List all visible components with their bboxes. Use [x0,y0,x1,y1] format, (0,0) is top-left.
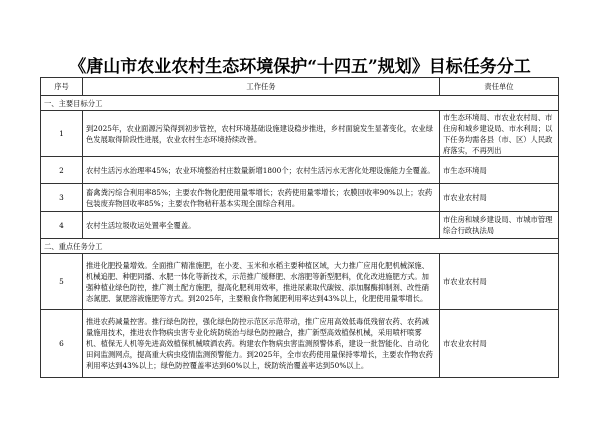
row-number: 6 [41,310,83,378]
table-row [41,212,559,239]
table-row [41,111,559,157]
row-unit: 市农业农村局 [440,310,559,378]
row-number: 1 [41,111,83,157]
row-number: 3 [41,184,83,212]
section-row [41,239,559,254]
row-task: 农村生活污水治理率45%；农业环境整治村庄数量新增1800个；农村生活污水无害化处理设施能力全覆盖。 [83,157,440,184]
task-table [40,77,559,378]
row-number: 2 [41,157,83,184]
table-row [41,254,559,310]
table-header-row [41,78,559,96]
table-row [41,184,559,212]
row-task: 农村生活垃圾收运处置率全覆盖。 [83,212,440,239]
header-task: 工作任务 [83,78,440,96]
section-row [41,96,559,111]
header-no: 序号 [41,78,83,96]
document-title: 《唐山市农业农村生态环境保护“十四五”规划》目标任务分工 [69,57,531,77]
row-number: 4 [41,212,83,239]
table-row [41,157,559,184]
row-unit: 市生态环境局 [440,157,559,184]
row-task: 畜禽粪污综合利用率85%；主要农作物化肥使用量零增长；农药使用量零增长；农膜回收率90%以上；农药包装废弃物回收率85%；主要农作物秸秆基本实现全面综合利用。 [83,184,440,212]
header-unit: 责任单位 [440,78,559,96]
row-unit: 市住房和城乡建设局、市城市管理综合行政执法局 [440,212,559,239]
row-unit: 市农业农村局 [440,184,559,212]
row-task: 推进农药减量控害。推行绿色防控，强化绿色防控示范区示范带动，推广应用高效低毒低残留农药、农药减量施用技术，推进农作物病虫害专业化统防统治与绿色防控融合，推广新型高效植保机械，采用喷杆喷雾机、植保无人机等先进高效植保机械喷洒农药。构建农作物病虫害监测预警体系，建设一批智能化、自动化田间监测网点，提高重大病虫疫情监测预警能力。到2025年，全市农药使用量保持零增长，主要农作物农药利用率达到43%以上；绿色防控覆盖率达到60%以上，统防统治覆盖率达到50%以上。 [83,310,440,378]
table-row [41,310,559,378]
row-task: 到2025年，农业面源污染得到初步管控，农村环境基础设施建设稳步推进，乡村面貌发生显著变化，农业绿色发展取得阶段性进展，农业农村生态环境持续改善。 [83,111,440,157]
row-unit: 市农业农村局 [440,254,559,310]
row-task: 推进化肥投量增效。全面推广精准施肥，在小麦、玉米和水稻主要种植区域，大力推广应用化肥机械深施、机械追肥、种肥同播、水肥一体化等新技术，示范推广缓释肥、水溶肥等新型肥料，优化改进施肥方式。加强种植业绿色防控，推广测土配方施肥，提高化肥利用效率，推进尿素取代碳铵、添加脲酶抑制剂、改性硝态氮肥、氯肥溶液施肥等方式。到2025年，主要粮食作物氮肥利用率达到43%以上，化肥使用量零增长。 [83,254,440,310]
row-number: 5 [41,254,83,310]
section-heading: 一、主要目标分工 [41,96,559,111]
section-heading: 二、重点任务分工 [41,239,559,254]
row-unit: 市生态环境局、市农业农村局、市住房和城乡建设局、市水利局；以下任务均需各县（市、区）人民政府落实，不再列出 [440,111,559,157]
